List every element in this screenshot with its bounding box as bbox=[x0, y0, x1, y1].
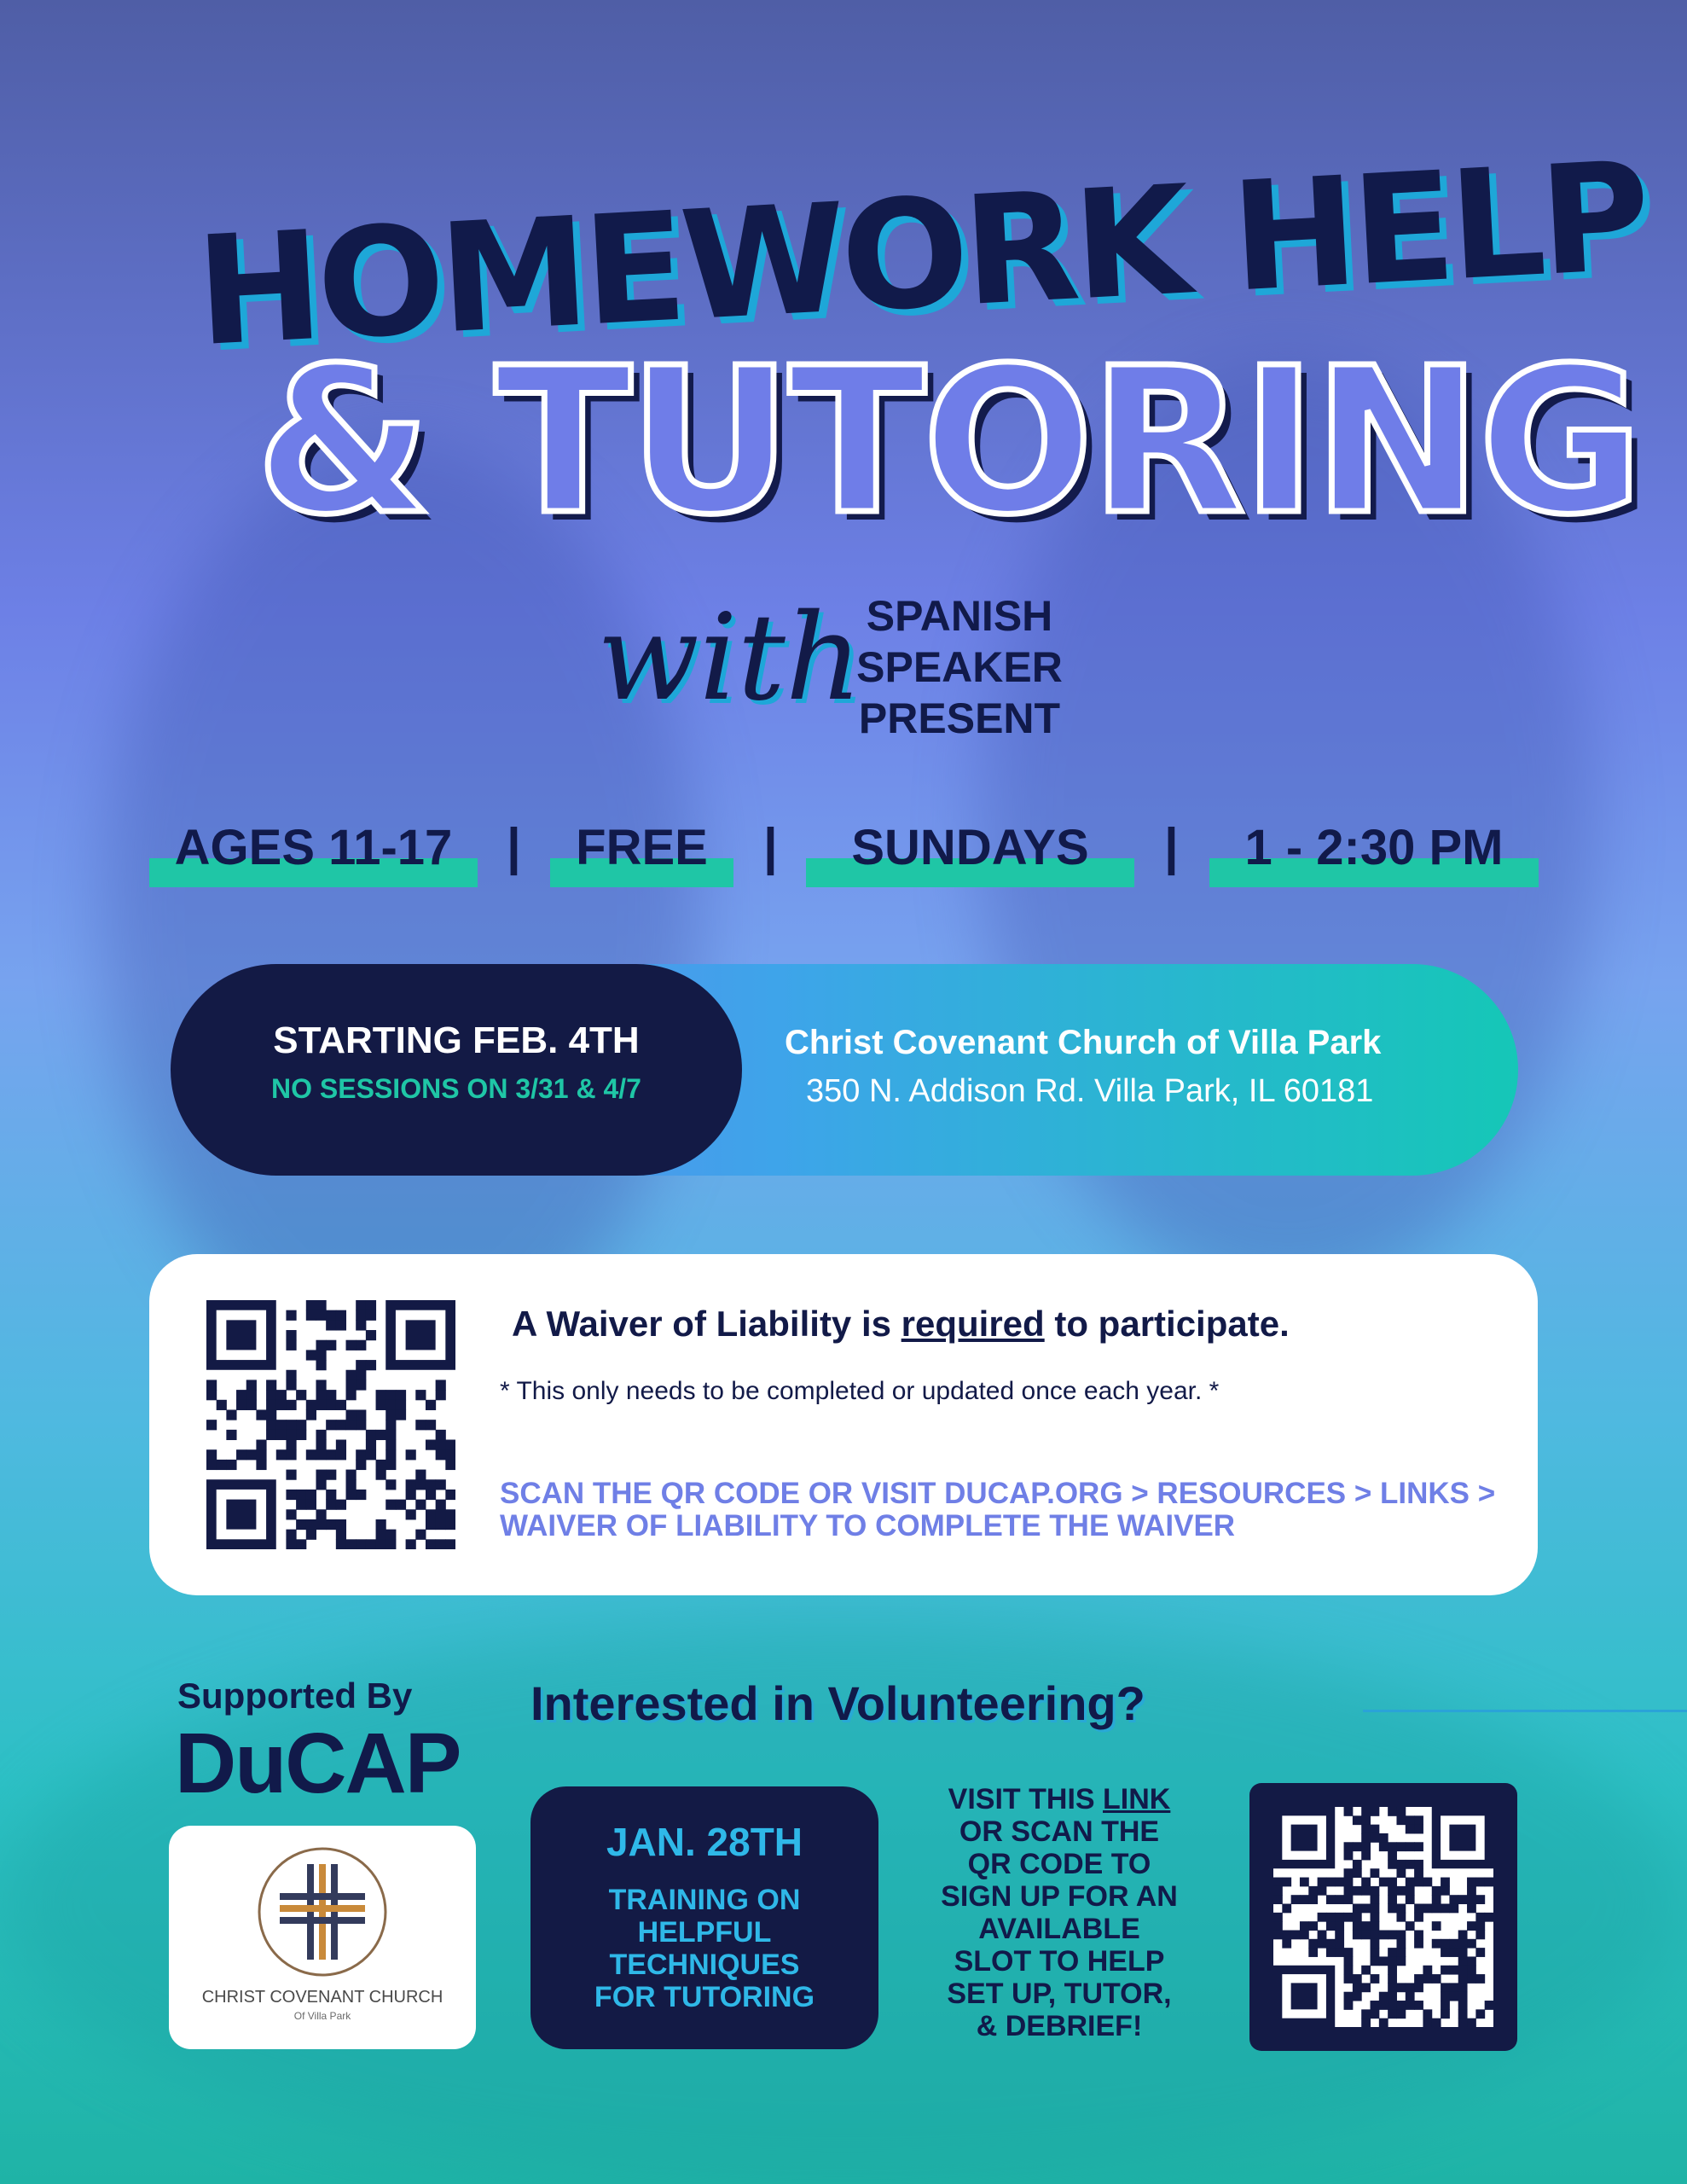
cross-logo-icon bbox=[256, 1845, 389, 1978]
ducap-logo: DuCAP bbox=[175, 1716, 461, 1811]
visit-text: VISIT THIS bbox=[948, 1783, 1104, 1815]
visit-line: SET UP, TUTOR, bbox=[947, 1978, 1172, 2010]
start-date: STARTING FEB. 4TH bbox=[273, 1019, 640, 1061]
no-sessions-note: NO SESSIONS ON 3/31 & 4/7 bbox=[271, 1073, 641, 1104]
separator: | bbox=[507, 818, 521, 875]
church-logo-name: CHRIST COVENANT CHURCH bbox=[201, 1988, 443, 2007]
location-address: 350 N. Addison Rd. Villa Park, IL 60181 bbox=[806, 1073, 1374, 1109]
time-text: 1 - 2:30 PM bbox=[1244, 820, 1504, 875]
start-date-pill bbox=[171, 964, 742, 1176]
visit-line bbox=[923, 1783, 1196, 1815]
ages-text: AGES 11-17 bbox=[174, 820, 453, 875]
ages-label bbox=[149, 819, 478, 887]
visit-line: OR SCAN THE bbox=[959, 1815, 1160, 1848]
waiver-note: * This only needs to be completed or updated once each year. * bbox=[500, 1377, 1220, 1405]
volunteer-heading: Interested in Volunteering? bbox=[530, 1676, 1145, 1730]
training-date: JAN. 28TH bbox=[606, 1820, 803, 1864]
visit-line: QR CODE TO bbox=[967, 1848, 1151, 1880]
training-line: FOR TUTORING bbox=[594, 1981, 815, 2013]
location-name: Christ Covenant Church of Villa Park bbox=[785, 1024, 1382, 1061]
signup-link[interactable]: LINK bbox=[1103, 1783, 1171, 1815]
heading-rule bbox=[1363, 1710, 1687, 1712]
free-label bbox=[550, 819, 733, 887]
visit-line: SIGN UP FOR AN bbox=[941, 1880, 1178, 1913]
spanish-speaker-present bbox=[844, 590, 1075, 744]
supported-by-label: Supported By bbox=[177, 1676, 413, 1716]
training-line: TRAINING ON bbox=[608, 1884, 801, 1916]
visit-line: & DEBRIEF! bbox=[976, 2010, 1143, 2042]
separator: | bbox=[763, 818, 778, 875]
title-tutoring: & TUTORING bbox=[256, 324, 1640, 559]
training-line: HELPFUL bbox=[637, 1916, 772, 1949]
time-label bbox=[1209, 819, 1539, 887]
church-logo-sub: Of Villa Park bbox=[293, 2010, 351, 2022]
sundays-text: SUNDAYS bbox=[851, 820, 1089, 875]
qr-code-icon[interactable] bbox=[206, 1300, 455, 1549]
visit-line: AVAILABLE bbox=[978, 1913, 1140, 1945]
spanish-line: SPEAKER bbox=[856, 643, 1063, 691]
training-line: TECHNIQUES bbox=[609, 1949, 800, 1981]
sundays-label bbox=[806, 819, 1134, 887]
separator: | bbox=[1164, 818, 1179, 875]
waiver-title-part: A Waiver of Liability is bbox=[512, 1304, 901, 1344]
waiver-title bbox=[512, 1304, 1290, 1345]
waiver-required: required bbox=[901, 1304, 1045, 1344]
spanish-line: SPANISH bbox=[866, 592, 1053, 640]
training-description bbox=[530, 1884, 878, 2013]
background-figure-left bbox=[102, 444, 699, 1382]
visit-line: SLOT TO HELP bbox=[954, 1945, 1165, 1978]
waiver-title-part: to participate. bbox=[1044, 1304, 1290, 1344]
waiver-instructions: SCAN THE QR CODE OR VISIT DUCAP.ORG > RESOURCES > LINKS > WAIVER OF LIABILITY TO COMPLETE THE WAIVER bbox=[500, 1477, 1496, 1542]
qr-code-icon[interactable] bbox=[1273, 1807, 1493, 2027]
free-text: FREE bbox=[576, 820, 708, 875]
with-script: with bbox=[597, 589, 863, 728]
title-homework-help: HOMEWORK HELP bbox=[192, 129, 1649, 380]
spanish-line: PRESENT bbox=[858, 694, 1061, 742]
signup-instructions bbox=[923, 1783, 1196, 2042]
